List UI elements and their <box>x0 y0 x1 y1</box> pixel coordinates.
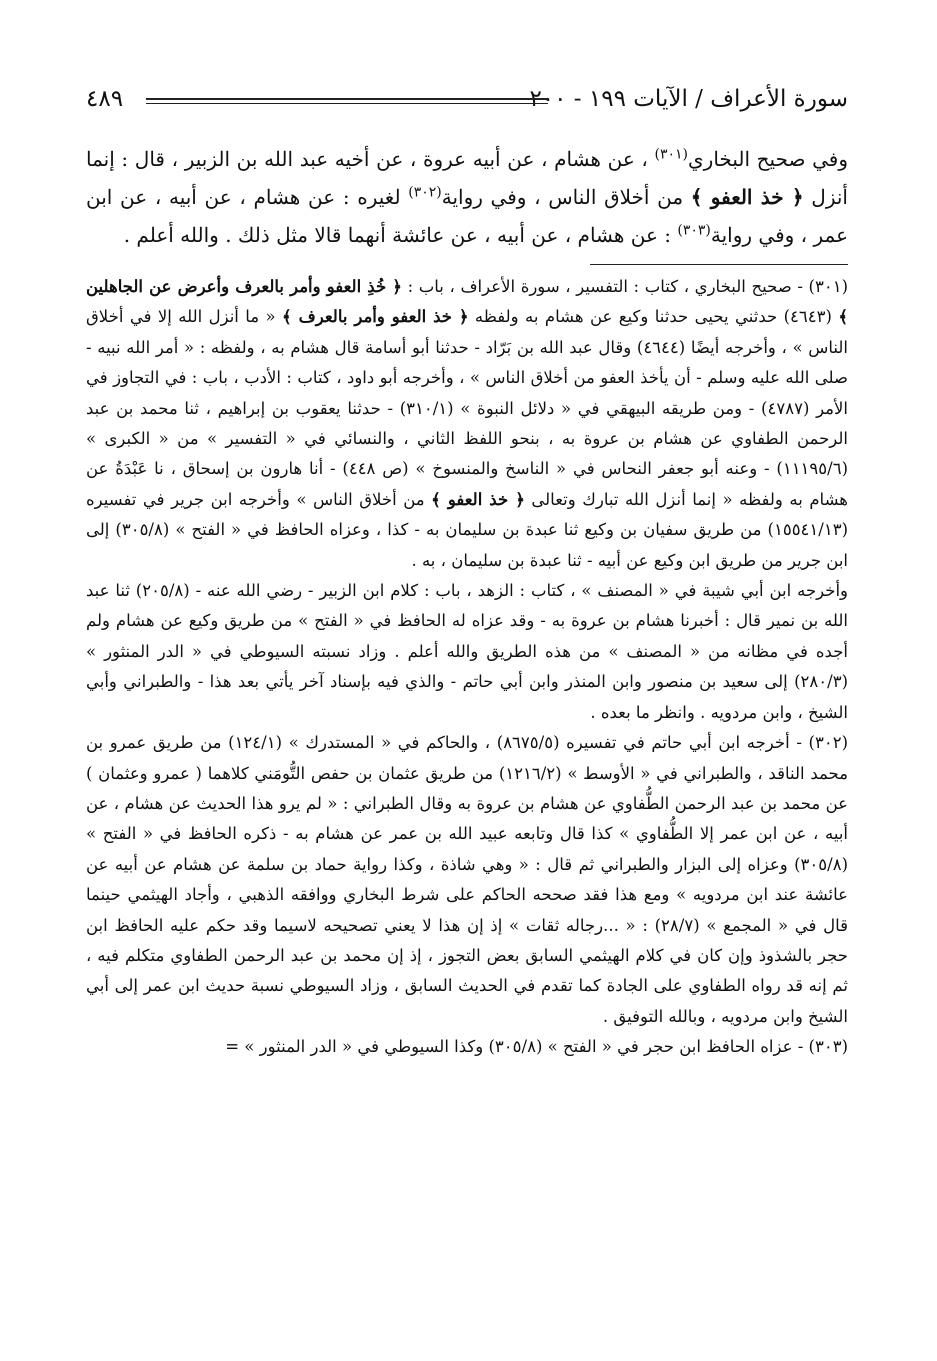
footnote-separator <box>590 264 848 265</box>
page-number: ٤٨٩ <box>86 86 124 112</box>
footnote-303: (٣٠٣) - عزاه الحافظ ابن حجر في « الفتح » (٣٠٥/٨) وكذا السيوطي في « الدر المنثور » = <box>225 1037 848 1057</box>
footnote-ref-301: (٣٠١) <box>654 146 688 163</box>
main-text-segment: لغيره : عن هشام ، عن أبيه ، عن ابن عمر ، وفي رواية <box>86 185 848 247</box>
footnote-302: (٣٠٢) - أخرجه ابن أبي حاتم في تفسيره (٨٦٧٥/٥) ، والحاكم في « المستدرك » (١٢٤/١) من طريق عمرو بن محمد الناقد ، والطبراني في « الأوسط » (١٢١٦/٢) من طريق عثمان بن حفص التُّومَني كلاهما ( عمرو وعثمان ) عن محمد بن عبد الرحمن الطُّفاوي عن هشام بن عروة به وقال الطبراني : « لم يرو هذا الحديث عن هشام ، عن أبيه ، عن ابن عمر إلا الطُّفاوي » كذا قال وتابعه عبيد الله بن عمر عن هشام به - ذكره الحافظ في « الفتح » (٣٠٥/٨) وعزاه إلى البزار والطبراني ثم قال : « وهي شاذة ، وكذا رواية حماد بن سلمة عن هشام عن أبيه عن عائشة عند ابن مردويه » ومع هذا فقد صححه الحاكم على شرط البخاري ووافقه الذهبي ، وأجاد الهيثمي حينما قال في « المجمع » (٢٨/٧) : « ...رجاله ثقات » إذ إن هذا لا يعني تصحيحه لاسيما وقد حكم عليه الحافظ ابن حجر بالشذوذ وإن كان في كلام الهيثمي السابق بعض التجوز ، إذ إن محمد بن عبد الرحمن الطفاوي متكلم فيه ، ثم إنه قد رواه الطفاوي على الجادة كما تقدم في الحديث السابق ، وزاد السيوطي نسبة حديث ابن عمر إلى أبي الشيخ وابن مردويه ، وبالله التوفيق . <box>86 733 849 1026</box>
quran-quote: ﴿ خذ العفو وأمر بالعرف ﴾ <box>282 307 469 327</box>
quran-quote: ﴿ خذ العفو ﴾ <box>431 489 525 509</box>
footnote-text: « ما أنزل الله إلا في أخلاق الناس » ، وأخرجه أيضًا (٤٦٤٤) وقال عبد الله بن بَرّاد - حدثنا أبو أسامة قال هشام به ، ولفظه : « أمر الله نبيه - صلى الله عليه وسلم - أن يأخذ العفو من أخلاق الناس » ، وأخرجه أبو داود ، كتاب : الأدب ، باب : في التجاوز في الأمر (٤٧٨٧) - ومن طريقه البيهقي في « دلائل النبوة » (٣١٠/١) - حدثنا يعقوب بن إبراهيم ، ثنا محمد بن عبد الرحمن الطفاوي عن هشام بن عروة به ، بنحو اللفظ الثاني ، والنسائي في « التفسير » من « الكبرى » (١١١٩٥/٦) - وعنه أبو جعفر النحاس في « الناسخ والمنسوخ » (ص ٤٤٨) - أنا هارون بن إسحاق ، نا عَبْدَةُ عن هشام به ولفظه « إنما أنزل الله تبارك وتعالى <box>86 307 849 509</box>
footnote-text: من أخلاق الناس » وأخرجه ابن جرير في تفسيره (١٥٥٤١/١٣) من طريق سفيان بن وكيع ثنا عبدة بن سليمان به - كذا ، وعزاه الحافظ في « الفتح » (٣٠٥/٨) إلى ابن جرير من طريق ابن وكيع عن أبيه - ثنا عبدة بن سليمان ، به . <box>86 489 849 570</box>
main-text-segment: ، عن هشام ، عن أبيه عروة ، عن أخيه عبد الله بن الزبير ، قال : إنما أنزل <box>86 147 848 209</box>
footnote-text: (٤٦٤٣) حدثني يحيى حدثنا وكيع عن هشام به ولفظه <box>474 307 832 327</box>
footnote-ref-302: (٣٠٢) <box>408 184 442 201</box>
footnote-301 <box>86 272 848 576</box>
main-text-segment: من أخلاق الناس ، وفي رواية <box>441 185 684 209</box>
footnote-301-continued: وأخرجه ابن أبي شيبة في « المصنف » ، كتاب : الزهد ، باب : كلام ابن الزبير - رضي الله عنه - (٢٠٥/٨) ثنا عبد الله بن نمير قال : أخبرنا هشام بن عروة به - وقد عزاه له الحافظ في « الفتح » من طريق وكيع عن هشام ولم أجده في مظانه من « المصنف » من هذه الطريق والله أعلم . وزاد نسبته السيوطي في « الدر المنثور » (٢٨٠/٣) إلى سعيد بن منصور وابن المنذر وابن أبي حاتم - والذي فيه بإسناد آخر يأتي بعد هذا - والطبراني وأبي الشيخ ، وابن مردويه . وانظر ما بعده . <box>86 581 848 722</box>
footnotes <box>86 272 848 1063</box>
footnote-ref-303: (٣٠٣) <box>677 222 711 239</box>
quran-quote: ﴿ خُذِ العفو وأمر بالعرف وأعرض عن الجاهلين ﴾ <box>86 277 848 327</box>
footnote-text: (٣٠١) - صحيح البخاري ، كتاب : التفسير ، سورة الأعراف ، باب : <box>407 277 849 296</box>
main-text-segment: : عن هشام ، عن أبيه ، عن عائشة أنهما قالا مثل ذلك . والله أعلم . <box>123 223 672 247</box>
main-text-segment: وفي صحيح البخاري <box>688 147 848 171</box>
chapter-title: سورة الأعراف / الآيات ١٩٩ - ٢٠٠ <box>529 86 848 112</box>
header-rule <box>146 98 548 104</box>
quran-quote: ﴿ خذ العفو ﴾ <box>690 185 804 209</box>
running-header <box>86 84 848 118</box>
main-paragraph <box>86 140 848 254</box>
